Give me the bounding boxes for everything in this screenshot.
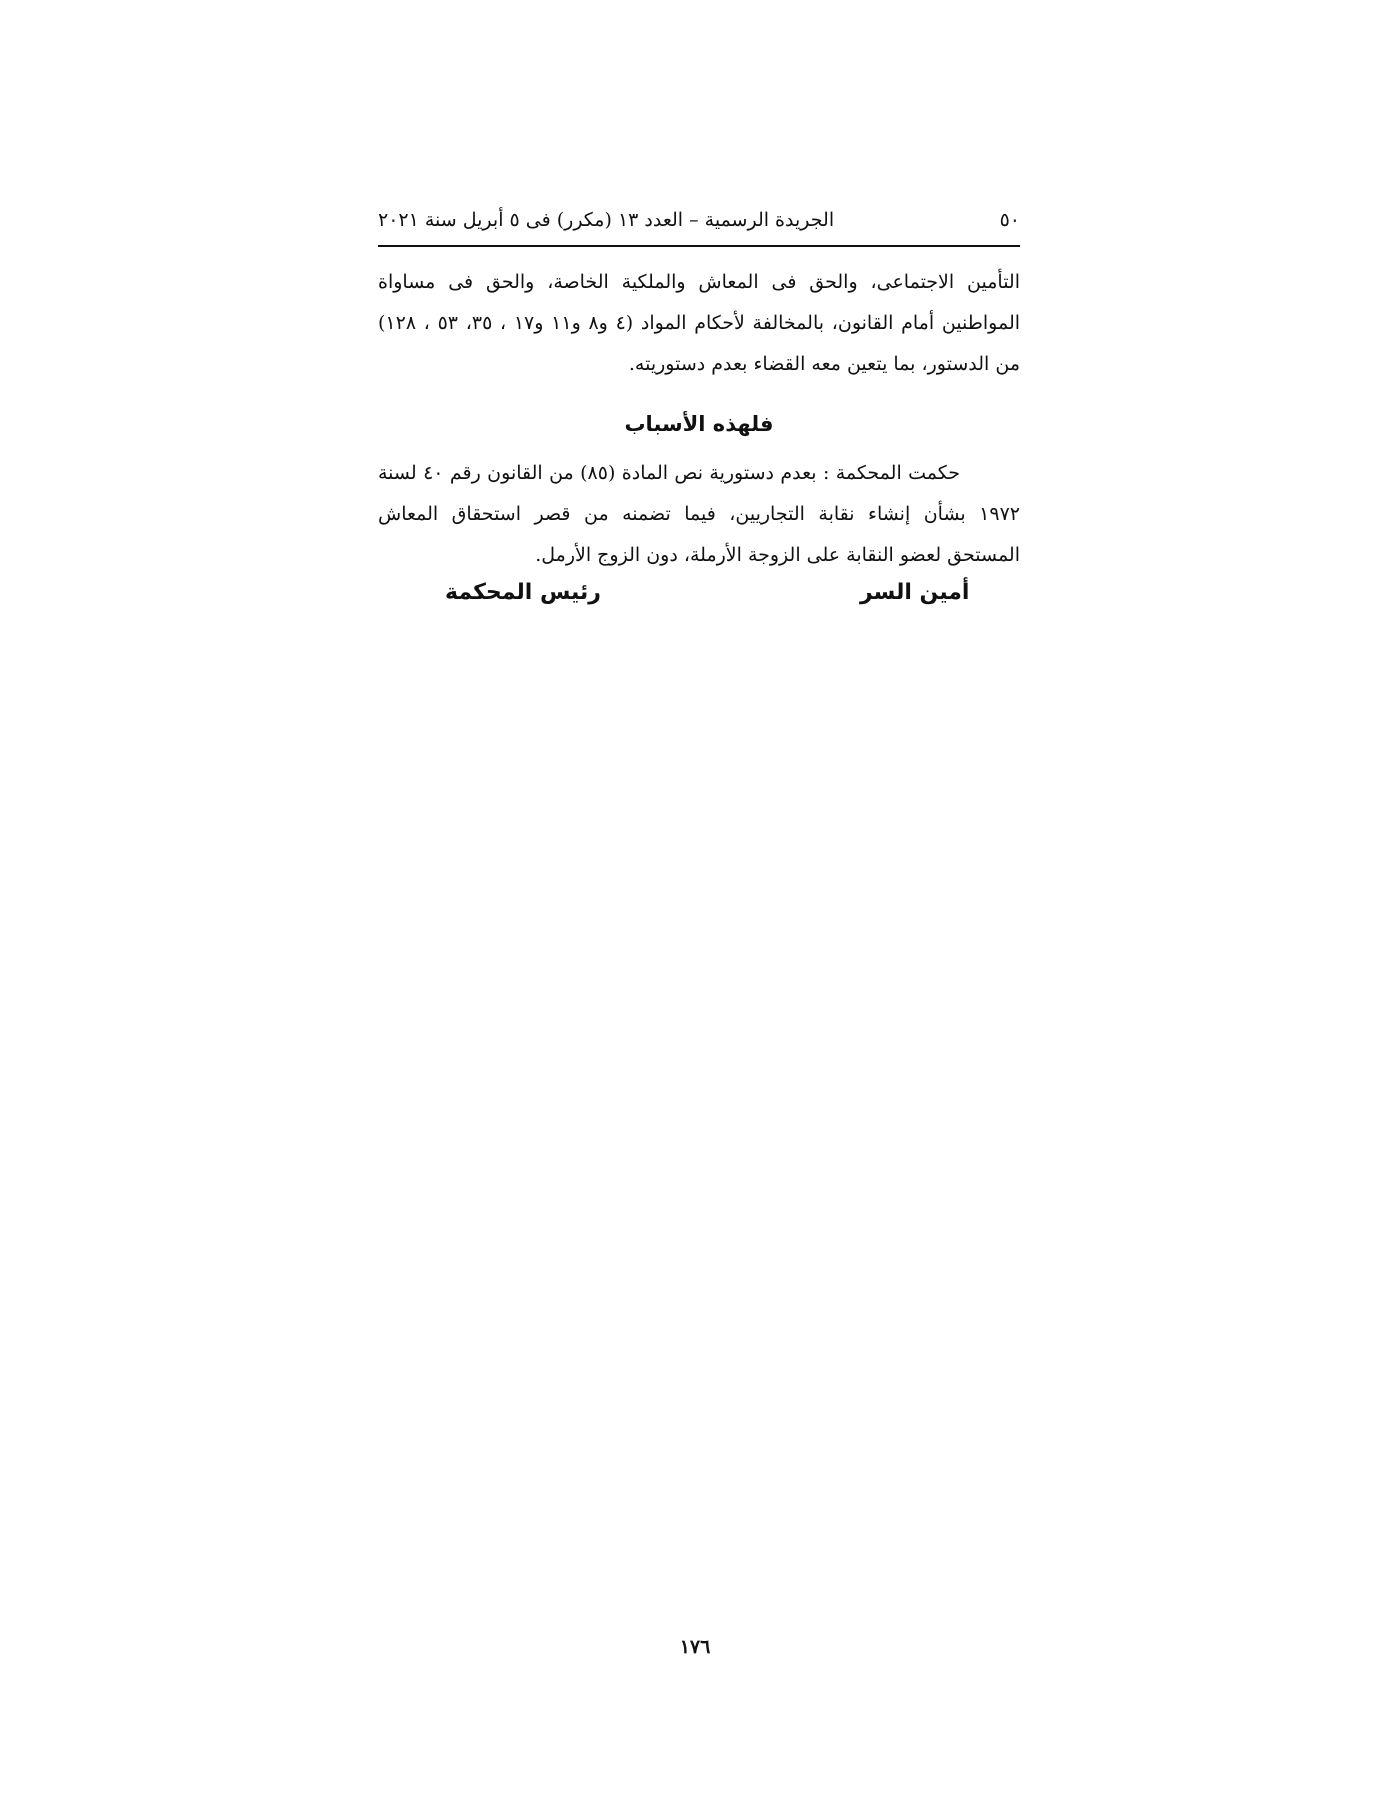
- secretary-signature-label: أمين السر: [860, 580, 970, 605]
- section-heading: فلهذه الأسباب: [624, 412, 774, 436]
- header-divider: [378, 245, 1020, 247]
- page-header: [378, 200, 1020, 240]
- president-signature-label: رئيس المحكمة: [445, 580, 601, 605]
- page-number: ١٧٦: [679, 1636, 711, 1658]
- header-page-ref: ٥٠: [999, 209, 1020, 231]
- continuation-paragraph: التأمين الاجتماعى، والحق فى المعاش والملكية الخاصة، والحق فى مساواة المواطنين أمام القانون، بالمخالفة لأحكام المواد (٤ و٨ و١١ و١٧ ، ٣٥، ٥٣ ، ١٢٨) من الدستور، بما يتعين معه القضاء بعدم دستوريته.: [378, 271, 1021, 375]
- ruling-paragraph: حكمت المحكمة : بعدم دستورية نص المادة (٨٥) من القانون رقم ٤٠ لسنة ١٩٧٢ بشأن إنشاء نقابة التجاريين، فيما تضمنه من قصر استحقاق المعاش المستحق لعضو النقابة على الزوجة الأرملة، دون الزوج الأرمل.: [378, 462, 1020, 566]
- header-title: الجريدة الرسمية – العدد ١٣ (مكرر) فى ٥ أبريل سنة ٢٠٢١: [378, 209, 835, 231]
